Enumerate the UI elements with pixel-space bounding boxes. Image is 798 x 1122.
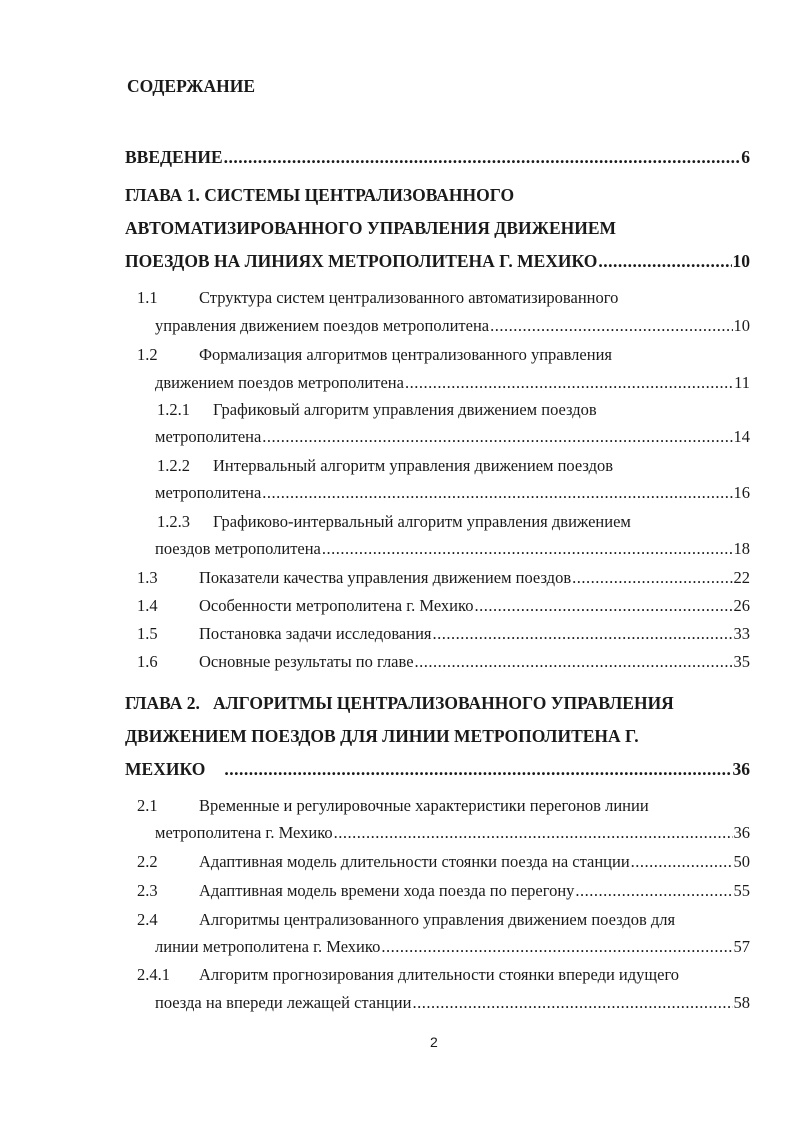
toc-num: 2.4 xyxy=(137,910,158,929)
toc-page: 50 xyxy=(733,852,750,871)
toc-num: 1.1 xyxy=(137,288,158,307)
toc-entry-text: Постановка задачи исследования xyxy=(199,624,432,643)
toc-num: 2.3 xyxy=(137,881,158,900)
leader-dots xyxy=(474,596,732,616)
leader-dots xyxy=(262,483,732,503)
leader-dots xyxy=(412,993,732,1013)
toc-num: 1.3 xyxy=(137,568,158,587)
toc-entry-text[interactable]: Формализация алгоритмов централизованного управления xyxy=(199,345,612,364)
toc-entry-text: метрополитена xyxy=(155,427,262,446)
leader-dots xyxy=(572,568,732,588)
toc-num: 2.2 xyxy=(137,852,158,871)
toc-entry-text: метрополитена xyxy=(155,483,262,502)
toc-page: 16 xyxy=(733,483,750,502)
toc-entry-text[interactable]: Структура систем централизованного автоматизированного xyxy=(199,288,619,307)
page-title: СОДЕРЖАНИЕ xyxy=(127,76,256,96)
toc-page: 14 xyxy=(733,427,750,446)
toc-chapter-2-line[interactable] xyxy=(125,759,750,779)
toc-page: 10 xyxy=(733,316,750,335)
toc-entry-text: Адаптивная модель времени хода поезда по перегону xyxy=(199,881,575,900)
toc-entry-text[interactable]: Графиковый алгоритм управления движением поездов xyxy=(213,400,597,419)
leader-dots xyxy=(322,539,733,559)
toc-entry-text: Особенности метрополитена г. Мехико xyxy=(199,596,474,615)
leader-dots xyxy=(224,759,731,779)
toc-entry-1-2-3[interactable] xyxy=(155,539,750,559)
toc-entry-text: ВВЕДЕНИЕ xyxy=(125,147,223,167)
toc-page: 11 xyxy=(734,373,750,392)
toc-entry-1-3[interactable] xyxy=(199,568,750,588)
toc-num: 2.4.1 xyxy=(137,965,170,984)
toc-page: 35 xyxy=(733,652,750,671)
toc-entry-1-2-1[interactable] xyxy=(155,427,750,447)
leader-dots xyxy=(415,652,733,672)
toc-entry-text: метрополитена г. Мехико xyxy=(155,823,333,842)
toc-chapter-2-line[interactable]: АЛГОРИТМЫ ЦЕНТРАЛИЗОВАННОГО УПРАВЛЕНИЯ xyxy=(213,693,674,713)
toc-page: 36 xyxy=(732,759,750,779)
toc-page: 36 xyxy=(733,823,750,842)
toc-num: 1.2.2 xyxy=(157,456,190,475)
toc-page: 58 xyxy=(733,993,750,1012)
toc-num: 1.4 xyxy=(137,596,158,615)
toc-entry-text: Адаптивная модель длительности стоянки поезда на станции xyxy=(199,852,630,871)
toc-chapter-1-line[interactable]: ГЛАВА 1. СИСТЕМЫ ЦЕНТРАЛИЗОВАННОГО xyxy=(125,185,515,205)
toc-entry-text[interactable]: Алгоритмы централизованного управления движением поездов для xyxy=(199,910,676,929)
toc-entry-text: поездов метрополитена xyxy=(155,539,321,558)
toc-num: 1.2.1 xyxy=(157,400,190,419)
toc-entry-2-4[interactable] xyxy=(155,937,750,957)
toc-page: 55 xyxy=(733,881,750,900)
toc-entry-2-4-1[interactable] xyxy=(155,993,750,1013)
leader-dots xyxy=(490,316,732,336)
toc-num: ГЛАВА 2. xyxy=(125,693,200,713)
toc-entry-2-3[interactable] xyxy=(199,881,750,901)
toc-page: 57 xyxy=(733,937,750,956)
leader-dots xyxy=(631,852,733,872)
toc-num: 1.6 xyxy=(137,652,158,671)
toc-entry-text: поезда на впереди лежащей станции xyxy=(155,993,412,1012)
leader-dots xyxy=(405,373,733,393)
toc-entry-2-2[interactable] xyxy=(199,852,750,872)
toc-entry-text: ПОЕЗДОВ НА ЛИНИЯХ МЕТРОПОЛИТЕНА Г. МЕХИКО xyxy=(125,251,598,271)
leader-dots xyxy=(334,823,733,843)
toc-entry-text[interactable]: Временные и регулировочные характеристики перегонов линии xyxy=(199,796,649,815)
toc-chapter-1-line[interactable]: АВТОМАТИЗИРОВАННОГО УПРАВЛЕНИЯ ДВИЖЕНИЕМ xyxy=(125,218,617,238)
leader-dots xyxy=(381,937,732,957)
toc-entry-1-4[interactable] xyxy=(199,596,750,616)
toc-num: 1.2.3 xyxy=(157,512,190,531)
leader-dots xyxy=(262,427,732,447)
toc-entry-2-1[interactable] xyxy=(155,823,750,843)
toc-entry-text[interactable]: Алгоритм прогнозирования длительности стоянки впереди идущего xyxy=(199,965,680,984)
toc-entry-text: движением поездов метрополитена xyxy=(155,373,404,392)
toc-num: 2.1 xyxy=(137,796,158,815)
toc-entry-1-2[interactable] xyxy=(155,373,750,393)
toc-entry-1-5[interactable] xyxy=(199,624,750,644)
toc-num: 1.2 xyxy=(137,345,158,364)
toc-entry-text: линии метрополитена г. Мехико xyxy=(155,937,381,956)
toc-entry-text: Основные результаты по главе xyxy=(199,652,414,671)
page-number: 2 xyxy=(430,1034,438,1050)
toc-page: 10 xyxy=(732,251,750,271)
leader-dots xyxy=(224,147,741,167)
toc-page: 22 xyxy=(733,568,750,587)
toc-num: 1.5 xyxy=(137,624,158,643)
toc-entry-text[interactable]: Интервальный алгоритм управления движением поездов xyxy=(213,456,614,475)
toc-entry-1-2-2[interactable] xyxy=(155,483,750,503)
toc-chapter-2-line[interactable]: ДВИЖЕНИЕМ ПОЕЗДОВ ДЛЯ ЛИНИИ МЕТРОПОЛИТЕНА Г. xyxy=(125,726,639,746)
leader-dots xyxy=(575,881,732,901)
leader-dots xyxy=(432,624,732,644)
leader-dots xyxy=(598,251,731,271)
toc-entry-text: Показатели качества управления движением поездов xyxy=(199,568,572,587)
toc-page: 18 xyxy=(733,539,750,558)
toc-page: 6 xyxy=(741,147,750,167)
toc-page: 26 xyxy=(733,596,750,615)
toc-entry-text[interactable]: Графиково-интервальный алгоритм управления движением xyxy=(213,512,631,531)
toc-entry-1-1[interactable] xyxy=(155,316,750,336)
toc-page: 33 xyxy=(733,624,750,643)
toc-chapter-1-line[interactable] xyxy=(125,251,750,271)
toc-entry-introduction[interactable] xyxy=(125,147,750,167)
toc-entry-text: управления движением поездов метрополитена xyxy=(155,316,490,335)
toc-entry-text: МЕХИКО xyxy=(125,759,206,779)
toc-entry-1-6[interactable] xyxy=(199,652,750,672)
